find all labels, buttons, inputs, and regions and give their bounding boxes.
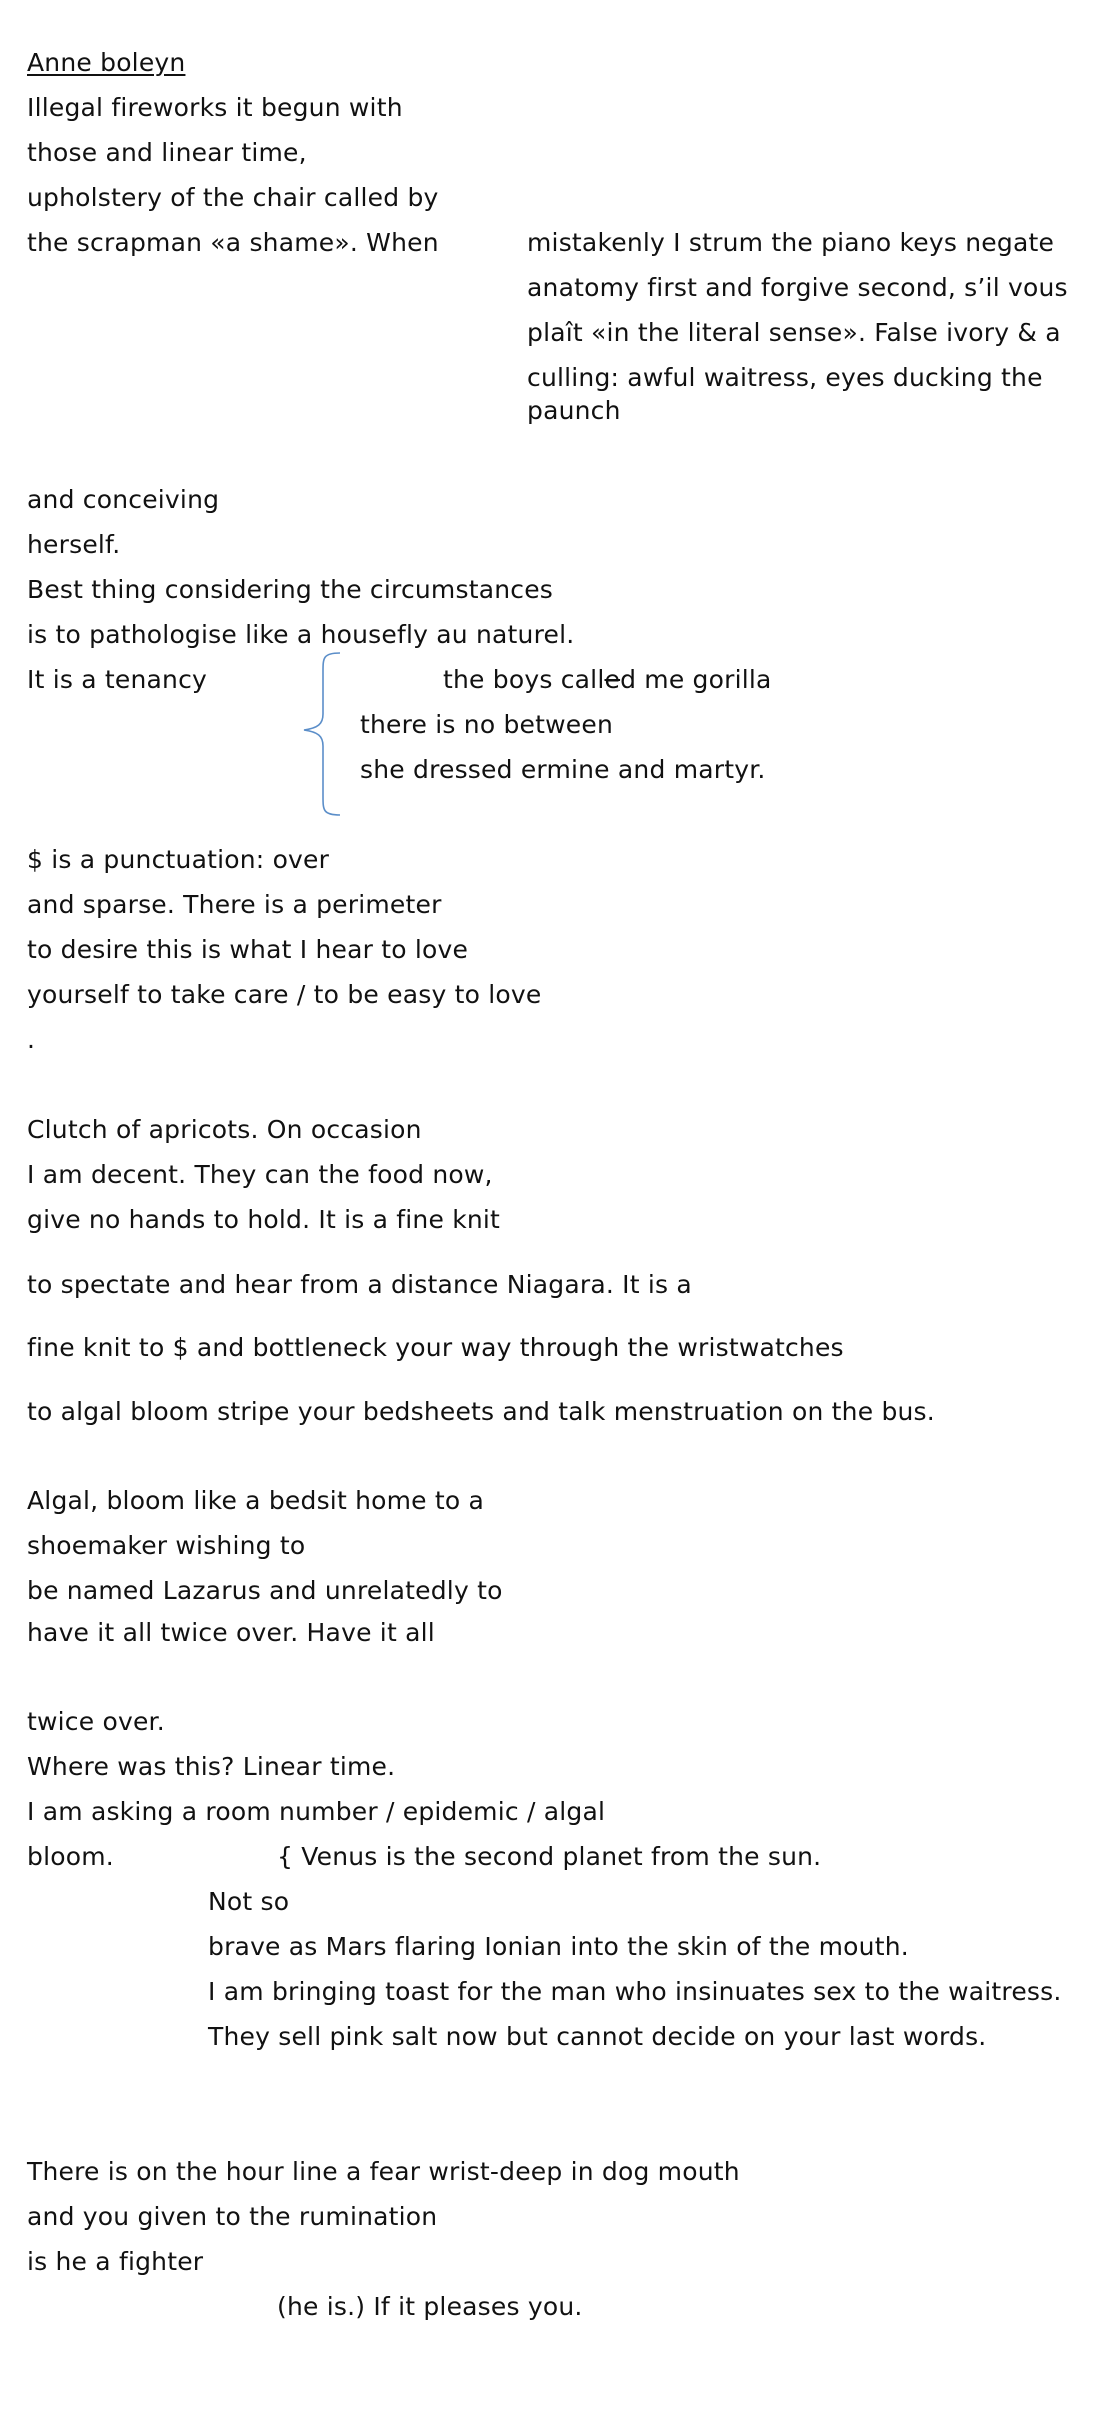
poem-line: those and linear time, xyxy=(27,138,307,167)
poem-line: $ is a punctuation: over xyxy=(27,845,330,874)
bracketed-line xyxy=(443,665,772,695)
poem-line: is to pathologise like a housefly au naturel. xyxy=(27,620,575,649)
bracketed-line: she dressed ermine and martyr. xyxy=(360,755,766,784)
poem-line: give no hands to hold. It is a fine knit xyxy=(27,1205,501,1234)
poem-line: Algal, bloom like a bedsit home to a xyxy=(27,1486,485,1515)
poem-line-right-column: plaît «in the literal sense». False ivory & a xyxy=(527,318,1061,347)
poem-line: upholstery of the chair called by xyxy=(27,183,439,212)
struck-letter: e xyxy=(604,665,621,694)
indented-line: They sell pink salt now but cannot decide on your last words. xyxy=(208,2022,987,2051)
indented-line: brave as Mars flaring Ionian into the skin of the mouth. xyxy=(208,1932,909,1961)
poem-line: the scrapman «a shame». When xyxy=(27,228,439,257)
poem-line-right-column: paunch xyxy=(527,396,621,425)
poem-line: Where was this? Linear time. xyxy=(27,1752,396,1781)
poem-line: and sparse. There is a perimeter xyxy=(27,890,442,919)
poem-line: fine knit to $ and bottleneck your way through the wristwatches xyxy=(27,1333,844,1362)
poem-line: herself. xyxy=(27,530,121,559)
poem-line: I am asking a room number / epidemic / algal xyxy=(27,1797,606,1826)
poem-line: shoemaker wishing to xyxy=(27,1531,306,1560)
poem-line-right-column: mistakenly I strum the piano keys negate xyxy=(527,228,1055,257)
poem-line: to algal bloom stripe your bedsheets and talk menstruation on the bus. xyxy=(27,1397,935,1426)
bracketed-line-text: the boys call xyxy=(443,665,605,694)
poem-line: and conceiving xyxy=(27,485,220,514)
poem-line: Best thing considering the circumstances xyxy=(27,575,554,604)
poem-line: I am decent. They can the food now, xyxy=(27,1160,493,1189)
bracketed-line-text: d me gorilla xyxy=(620,665,772,694)
poem-line: It is a tenancy xyxy=(27,665,208,694)
curly-brace-mark xyxy=(296,650,346,818)
poem-line: . xyxy=(27,1025,36,1054)
indented-line: { Venus is the second planet from the sun. xyxy=(277,1842,822,1871)
indented-line: I am bringing toast for the man who insinuates sex to the waitress. xyxy=(208,1977,1062,2006)
poem-line: Illegal fireworks it begun with xyxy=(27,93,403,122)
poem-title: Anne boleyn xyxy=(27,48,186,77)
poem-line: to desire this is what I hear to love xyxy=(27,935,469,964)
poem-line: is he a fighter xyxy=(27,2247,204,2276)
poem-line: to spectate and hear from a distance Niagara. It is a xyxy=(27,1270,692,1299)
poem-line-right-column: culling: awful waitress, eyes ducking the xyxy=(527,363,1043,392)
poem-line: twice over. xyxy=(27,1707,165,1736)
poem-line: yourself to take care / to be easy to love xyxy=(27,980,542,1009)
poem-line: be named Lazarus and unrelatedly to xyxy=(27,1576,503,1605)
poem-line: There is on the hour line a fear wrist-deep in dog mouth xyxy=(27,2157,740,2186)
poem-line: bloom. xyxy=(27,1842,114,1871)
indented-line: (he is.) If it pleases you. xyxy=(277,2292,583,2321)
poem-line: have it all twice over. Have it all xyxy=(27,1618,435,1647)
poem-line: and you given to the rumination xyxy=(27,2202,438,2231)
indented-line: Not so xyxy=(208,1887,290,1916)
poem-line-right-column: anatomy first and forgive second, s’il vous xyxy=(527,273,1068,302)
bracketed-line: there is no between xyxy=(360,710,613,739)
poem-line: Clutch of apricots. On occasion xyxy=(27,1115,422,1144)
